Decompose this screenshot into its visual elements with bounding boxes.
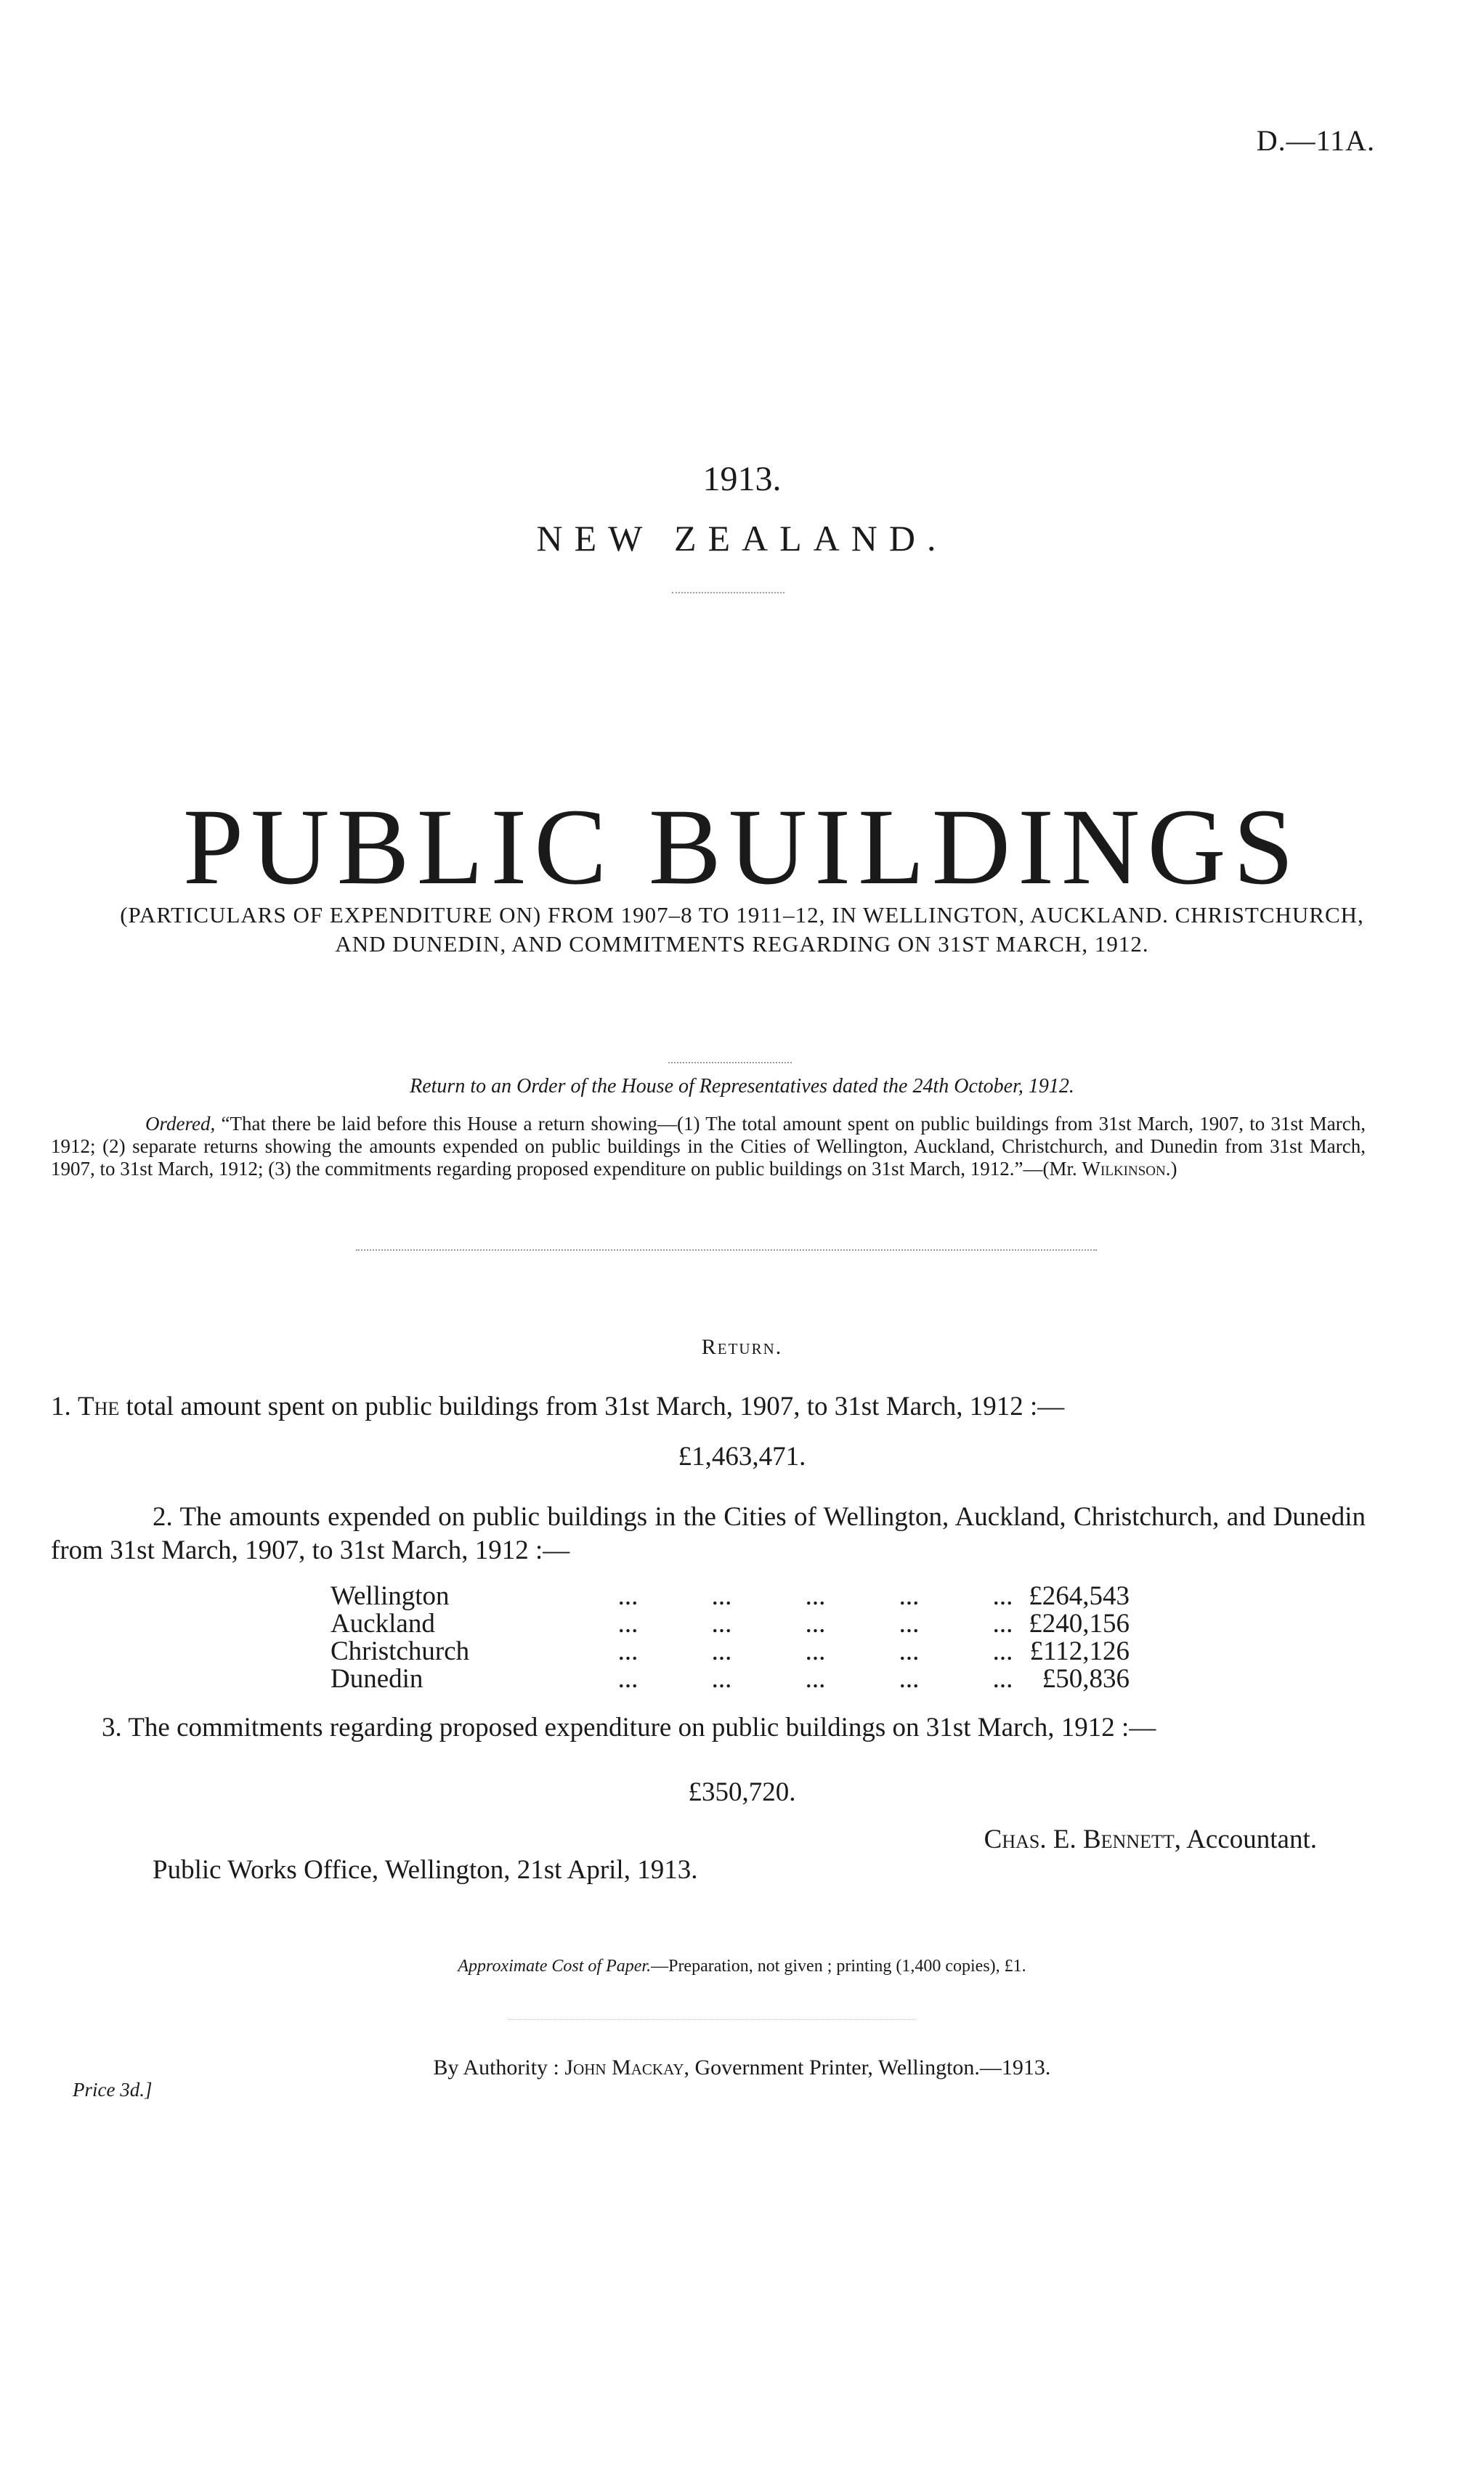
item-1-text	[51, 1390, 1380, 1424]
signatory-name: Chas. E. Bennett	[984, 1825, 1175, 1854]
divider	[668, 1062, 792, 1063]
printer-name: John Mackay	[564, 2056, 684, 2080]
city-name: Christchurch	[331, 1636, 470, 1666]
cost-text: —Preparation, not given ; printing (1,400 copies), £1.	[651, 1957, 1026, 1976]
price-note: Price 3d.]	[73, 2079, 153, 2101]
printer-authority	[0, 2056, 1484, 2080]
authority-text: , Government Printer, Wellington.—1913.	[684, 2056, 1051, 2080]
order-close: .)	[1165, 1158, 1177, 1180]
authority-lead: By Authority :	[433, 2056, 565, 2080]
item-1-amount: £1,463,471.	[678, 1442, 806, 1472]
leader-dots: ... ... ... ... ...	[617, 1636, 1013, 1666]
return-heading: Return.	[701, 1335, 783, 1359]
cost-of-paper-note	[0, 1957, 1484, 1976]
item-2-text: 2. The amounts expended on public buildings in the Cities of Wellington, Auckland, Christchurch, and Dunedin from 31st March, 1907, to 31st March, 1912 :—	[51, 1502, 1366, 1565]
document-reference: D.—11A.	[1256, 124, 1375, 157]
divider	[356, 1249, 1097, 1251]
cost-label: Approximate Cost of Paper.	[458, 1957, 652, 1976]
signature	[984, 1823, 1317, 1857]
page-subtitle: (PARTICULARS OF EXPENDITURE ON) FROM 1907–8 TO 1911–12, IN WELLINGTON, AUCKLAND. CHRISTCHURCH, AND DUNEDIN, AND COMMITMENTS REGARDING ON 31ST MARCH, 1912.	[120, 902, 1364, 957]
city-name: Wellington	[331, 1581, 450, 1611]
city-amount: £50,836	[1042, 1664, 1130, 1694]
item-1-body: total amount spent on public buildings from 31st March, 1907, to 31st March, 1912 :—	[119, 1392, 1065, 1421]
item-3-amount: £350,720.	[688, 1777, 796, 1807]
item-1-number: 1.	[51, 1392, 78, 1421]
page-title: PUBLIC BUILDINGS	[182, 787, 1302, 907]
country-heading: NEW ZEALAND.	[536, 518, 948, 559]
item-3-text: 3. The commitments regarding proposed expenditure on public buildings on 31st March, 1912 :—	[102, 1713, 1156, 1742]
item-1-lead: The	[78, 1392, 120, 1421]
office-line: Public Works Office, Wellington, 21st April, 1913.	[153, 1855, 698, 1885]
city-amount: £112,126	[1029, 1636, 1130, 1666]
city-name: Dunedin	[331, 1664, 423, 1694]
leader-dots: ... ... ... ... ...	[617, 1581, 1013, 1611]
divider	[672, 592, 784, 593]
leader-dots: ... ... ... ... ...	[617, 1609, 1013, 1639]
year-heading: 1913.	[702, 460, 782, 498]
order-text: “That there be laid before this House a return showing—(1) The total amount spent on public buildings from 31st March, 1907, to 31st March, 1912; (2) separate returns showing the amounts expended on public buildings in the Cities of Wellington, Auckland, Christchurch, and Dunedin from 31st March, 1907, to 31st March, 1912; (3) the commitments regarding proposed expenditure on public buildings on 31st March, 1912.”—(Mr.	[51, 1113, 1366, 1180]
order-heading: Return to an Order of the House of Representatives dated the 24th October, 1912.	[410, 1075, 1074, 1097]
divider	[508, 2019, 915, 2020]
city-amount: £240,156	[1029, 1609, 1130, 1639]
order-paragraph	[51, 1113, 1366, 1180]
city-name: Auckland	[331, 1609, 435, 1639]
order-member: Wilkinson	[1082, 1158, 1166, 1180]
signatory-role: , Accountant.	[1174, 1825, 1317, 1854]
leader-dots: ... ... ... ... ...	[617, 1664, 1013, 1694]
order-lead: Ordered,	[145, 1113, 216, 1135]
city-amount: £264,543	[1029, 1581, 1130, 1611]
